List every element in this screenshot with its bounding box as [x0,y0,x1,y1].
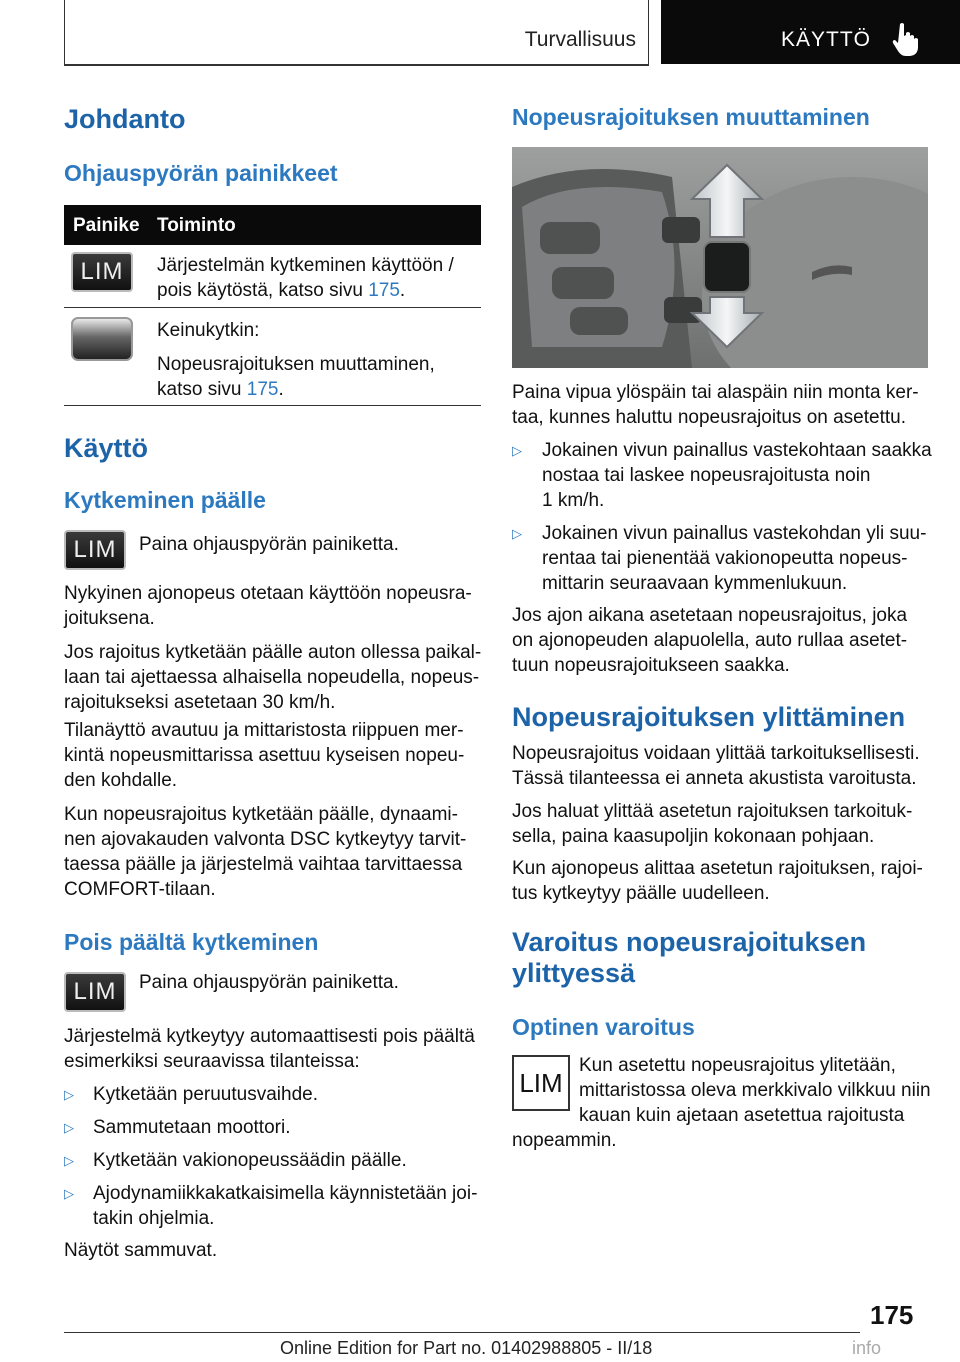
text-line: esimerkiksi seuraavissa tilanteissa: [64,1051,360,1072]
text-line: Jos rajoitus kytketään päälle auton ollessa paikal- [64,642,482,663]
text-line: Paina vipua ylöspäin tai alaspäin niin monta ker- [512,382,919,403]
table-col-button: Painike [73,215,140,236]
text-line: kintä nopeusmittarissa asettuu kyseisen nopeu- [64,745,465,766]
table-bottom-rule [64,405,481,406]
footer-brand: info [852,1338,882,1358]
text-line: Nopeusrajoitus voidaan ylittää tarkoituksellisesti. [512,743,920,764]
paragraph [512,380,919,430]
header-chapter-label: KÄYTTÖ [781,28,872,51]
text-line: COMFORT-tilaan. [64,879,216,900]
paragraph [64,802,466,902]
bullet-triangle-icon: ▷ [64,1186,74,1201]
switch-off-instruction: Paina ohjauspyörän painiketta. [139,972,399,993]
text-line: laan tai ajettaessa alhaisella nopeudella, nopeus- [64,667,480,688]
rocker-switch-icon [71,317,133,361]
text-line: tus kytkeytyy päälle uudelleen. [512,883,770,904]
list-item [542,438,932,513]
table-row2-line1: Nopeusrajoituksen muuttaminen, [157,354,435,375]
table-row1-line2-text: pois käytöstä, katso sivu [157,280,369,301]
lim-indicator-icon: LIM [512,1055,570,1111]
lim-button-icon: LIM [64,530,126,570]
text-line: tuun nopeusrajoitukseen saakka. [512,655,790,676]
text-line: Jos haluat ylittää asetetun rajoituksen tarkoituk- [512,801,913,822]
table-row2-line2-end: . [278,379,284,400]
text-line: joituksena. [64,608,155,629]
header-bottom-rule [64,64,649,66]
text-line: on ajonopeuden alapuolella, auto rullaa asetet- [512,630,908,651]
text-line: Jokainen vivun painallus vastekohtaan saakka [542,440,932,461]
table-row2-text [157,318,435,402]
list-item [542,521,926,596]
list-item [93,1181,477,1231]
heading-use: Käyttö [64,433,149,463]
heading-exceed-limit: Nopeusrajoituksen ylittäminen [512,702,906,732]
bullet-triangle-icon: ▷ [64,1120,74,1135]
paragraph: Näytöt sammuvat. [64,1240,218,1261]
table-row2-title: Keinukytkin: [157,320,260,341]
text-line: Tässä tilanteessa ei anneta akustista varoitusta. [512,768,917,789]
heading-change-limit: Nopeusrajoituksen muuttaminen [512,104,870,130]
header-left-rule [64,0,65,66]
header-right-rule [648,0,649,66]
table-row2-line2-text: katso sivu [157,379,247,400]
text-line: nostaa tai laskee nopeusrajoitusta noin [542,465,871,486]
text-line: Nykyinen ajonopeus otetaan käyttöön nopeusra- [64,583,472,604]
table-row1-text [157,253,454,303]
text-line: taa, kunnes haluttu nopeusrajoitus on asetettu. [512,407,906,428]
paragraph [579,1053,931,1128]
text-line: Järjestelmä kytkeytyy automaattisesti pois päältä [64,1026,475,1047]
heading-optical-warning: Optinen varoitus [512,1014,695,1040]
paragraph [512,856,923,906]
text-line: rajoitukseksi asetetaan 30 km/h. [64,692,336,713]
text-line: Jokainen vivun painallus vastekohdan yli suu- [542,523,927,544]
table-col-function: Toiminto [157,215,236,236]
paragraph [512,741,920,791]
text-line: Kun asetettu nopeusrajoitus ylitetään, [579,1055,896,1076]
text-line: taessa päälle ja järjestelmä vaihtaa tarvittaessa [64,854,463,875]
table-row1-line2-end: . [399,280,406,301]
paragraph [512,603,907,678]
heading-intro: Johdanto [64,104,186,134]
text-line: nen ajovakauden valvonta DSC kytkeytyy tarvit- [64,829,467,850]
hand-pointer-icon [891,22,921,56]
page-link-175[interactable]: 175 [368,280,400,301]
text-line: mittaristossa oleva merkkivalo vilkkuu niin [579,1080,931,1101]
text-line: Kun nopeusrajoitus kytketään päälle, dynaami- [64,804,458,825]
text-line: den kohdalle. [64,770,178,791]
table-header [64,205,481,245]
paragraph [64,1024,475,1074]
page-link-175[interactable]: 175 [246,379,279,400]
page-number: 175 [870,1300,914,1330]
table-row1-line2 [157,278,454,303]
footer-edition: Online Edition for Part no. 01402988805 - II/18 [280,1338,653,1358]
list-item: Sammutetaan moottori. [93,1117,291,1138]
text-line: 1 km/h. [542,490,605,511]
header-chapter-tab[interactable] [661,0,960,64]
list-item: Kytketään peruutusvaihde. [93,1084,318,1105]
footer-rule [64,1332,860,1333]
lim-button-icon: LIM [64,972,126,1012]
heading-limit-warning [512,927,866,989]
text-line: mittarin seuraavaan kymmenlukuun. [542,573,848,594]
table-row2-line2 [157,377,435,402]
text-line: nopeammin. [512,1130,617,1151]
text-line: Tilanäyttö avautuu ja mittaristosta riippuen mer- [64,720,464,741]
switch-on-instruction: Paina ohjauspyörän painiketta. [139,534,399,555]
bullet-triangle-icon: ▷ [64,1153,74,1168]
table-row-divider [64,307,481,308]
bullet-triangle-icon: ▷ [512,443,522,458]
heading-line: ylittyessä [512,958,636,988]
heading-steering-buttons: Ohjauspyörän painikkeet [64,160,338,186]
lim-button-icon: LIM [71,252,133,292]
paragraph [64,581,472,631]
paragraph [64,718,464,793]
header-section-title: Turvallisuus [524,28,636,51]
steering-wheel-photo [512,147,928,368]
text-line: Jos ajon aikana asetetaan nopeusrajoitus, joka [512,605,908,626]
text-line: Kun ajonopeus alittaa asetetun rajoituksen, rajoi- [512,858,923,879]
heading-line: Varoitus nopeusrajoituksen [512,927,867,957]
bullet-triangle-icon: ▷ [64,1087,74,1102]
text-line: takin ohjelmia. [93,1208,215,1229]
heading-switch-on: Kytkeminen päälle [64,487,266,513]
paragraph [512,799,912,849]
text-line: Ajodynamiikkakatkaisimella käynnistetään joi- [93,1183,478,1204]
text-line: rentaa tai pienentää vakionopeutta nopeus- [542,548,908,569]
heading-switch-off: Pois päältä kytkeminen [64,929,319,955]
text-line: sella, paina kaasupoljin kokonaan pohjaan. [512,826,875,847]
bullet-triangle-icon: ▷ [512,526,522,541]
table-row1-line1: Järjestelmän kytkeminen käyttöön / [157,255,454,276]
list-item: Kytketään vakionopeussäädin päälle. [93,1150,407,1171]
text-line: kauan kuin ajetaan asetettua rajoitusta [579,1105,905,1126]
paragraph [64,640,481,715]
